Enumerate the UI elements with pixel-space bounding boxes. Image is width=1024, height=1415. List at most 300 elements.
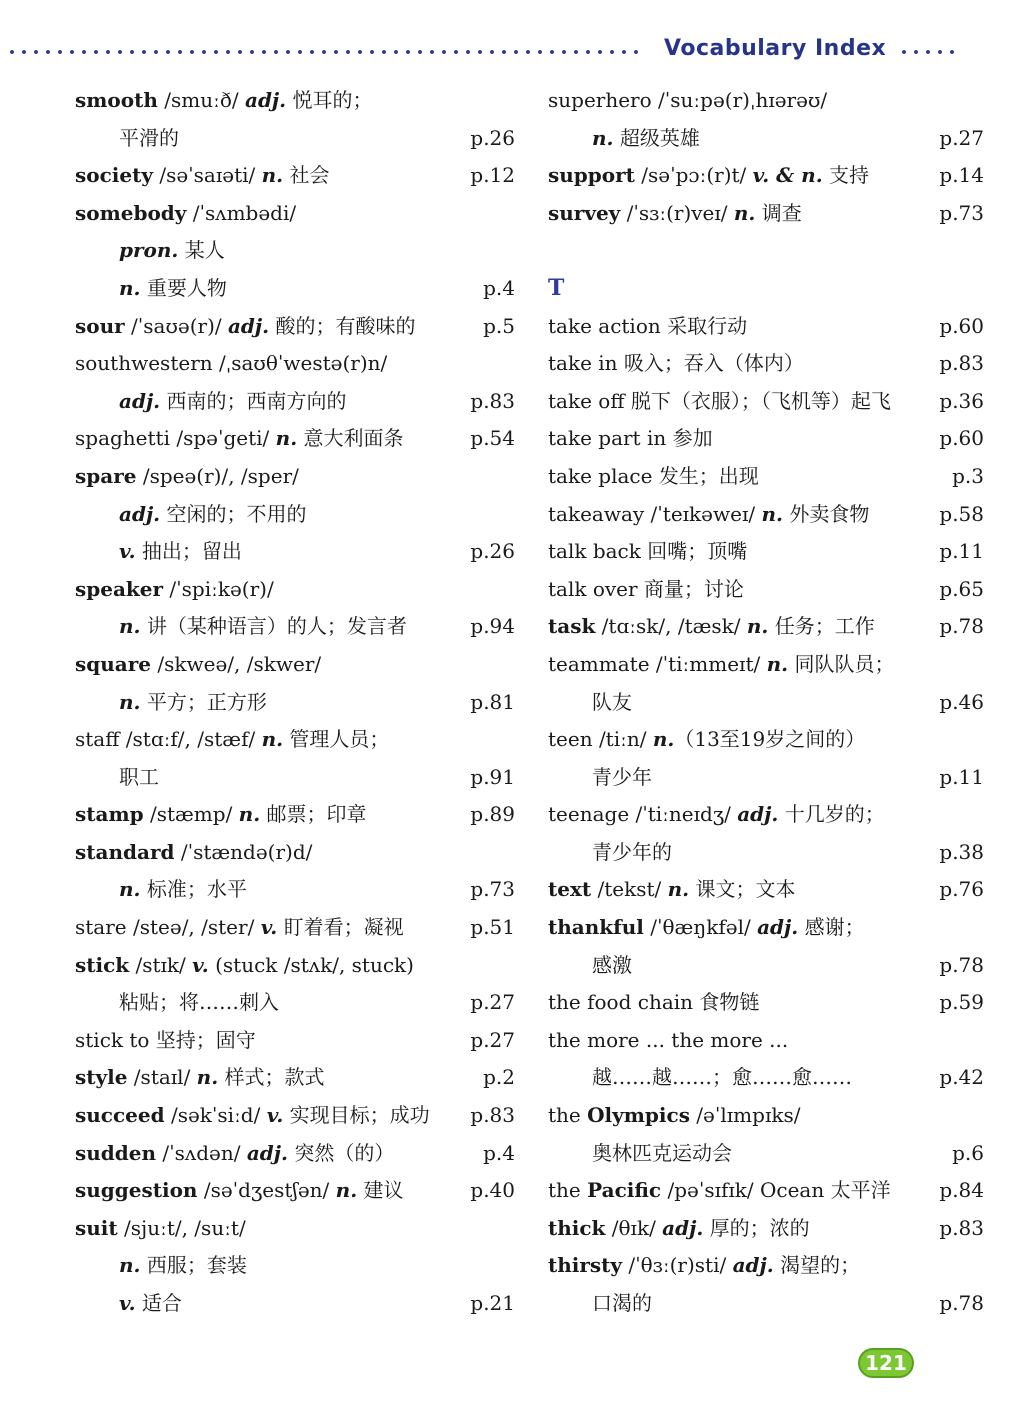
- entry-text: [119, 759, 159, 797]
- entry-run: /ˈsʌdən/: [156, 1140, 247, 1165]
- entry-text: [548, 345, 804, 383]
- entry-run: 标准；水平: [140, 877, 247, 902]
- entry-run: teammate /ˈtiːmmeɪt/: [548, 651, 767, 676]
- headword: suggestion: [75, 1178, 198, 1203]
- entry-text: [75, 646, 321, 684]
- entry-text: [548, 1172, 891, 1210]
- entry-line: [548, 533, 984, 571]
- header-title: Vocabulary Index: [664, 36, 887, 61]
- entry-run: 实现目标；成功: [283, 1103, 430, 1128]
- entry-line: [75, 1172, 515, 1210]
- entry-run: 重要人物: [140, 275, 227, 300]
- entry-run: /smuːð/: [157, 88, 245, 112]
- entry-run: 渴望的；: [773, 1253, 861, 1278]
- part-of-speech: adj.: [757, 915, 799, 940]
- entry-text: [119, 1247, 247, 1285]
- part-of-speech: adj.: [244, 88, 287, 112]
- page-reference: p.60: [939, 313, 984, 338]
- entry-text: [119, 383, 347, 421]
- entry-run: /ˈθɜː(r)sti/: [622, 1253, 733, 1278]
- entry-line: [548, 82, 984, 120]
- entry-run: 职工: [119, 764, 159, 789]
- entry-line: [75, 1285, 515, 1323]
- entry-text: [75, 458, 299, 496]
- part-of-speech: adj.: [119, 501, 161, 526]
- part-of-speech: v.: [119, 1291, 136, 1315]
- page-reference: p.40: [470, 1178, 515, 1203]
- entry-run: staff /stɑːf/, /stæf/: [75, 727, 262, 752]
- entry-run: 样式；款式: [218, 1065, 325, 1090]
- entry-run: 粘贴；将……刺入: [119, 990, 279, 1015]
- entry-run: 酸的；有酸味的: [269, 313, 416, 338]
- headword: standard: [75, 839, 175, 864]
- entry-line: [548, 721, 984, 759]
- entry-run: /səˈsaɪəti/: [152, 163, 262, 188]
- entry-line: [548, 984, 984, 1022]
- part-of-speech: n.: [119, 1253, 141, 1278]
- entry-line: [75, 1247, 515, 1285]
- entry-line: [75, 759, 515, 797]
- part-of-speech: n.: [119, 275, 141, 300]
- entry-run: /θɪk/: [605, 1215, 663, 1240]
- entry-line: [75, 984, 515, 1022]
- page-reference: p.4: [483, 275, 515, 300]
- headword: Olympics: [587, 1103, 690, 1128]
- part-of-speech: n.: [733, 200, 756, 225]
- entry-run: 西服；套装: [140, 1253, 247, 1278]
- entry-run: /stæmp/: [143, 802, 239, 827]
- page-reference: p.89: [470, 802, 515, 827]
- entry-line: [548, 646, 984, 684]
- page-reference: p.12: [470, 163, 515, 188]
- entry-line: [75, 796, 515, 834]
- entry-text: [75, 1022, 256, 1060]
- entry-line: [548, 157, 984, 195]
- entry-run: take off 脱下（衣服）；（飞机等）起飞: [548, 388, 891, 413]
- entry-line: [548, 458, 984, 496]
- headword: speaker: [75, 576, 164, 601]
- page-reference: p.73: [470, 877, 515, 902]
- headword: thick: [548, 1215, 606, 1240]
- part-of-speech: n.: [261, 163, 284, 188]
- entry-run: take place 发生；出现: [548, 463, 759, 488]
- entry-run: 感激: [592, 952, 632, 977]
- headword: spare: [75, 463, 137, 488]
- entry-text: [75, 1172, 404, 1210]
- entry-line: [75, 308, 515, 346]
- entry-text: [119, 684, 267, 722]
- headword: smooth: [75, 88, 158, 112]
- entry-run: 奥林匹克运动会: [592, 1140, 732, 1165]
- entry-text: [75, 947, 414, 985]
- entry-line: [75, 195, 515, 233]
- entry-run: 悦耳的；: [286, 88, 373, 112]
- entry-line: [75, 871, 515, 909]
- entry-line: [75, 345, 515, 383]
- page-reference: p.84: [939, 1178, 984, 1203]
- entry-run: 建议: [357, 1178, 404, 1203]
- page-reference: p.21: [470, 1291, 515, 1315]
- entry-line: [548, 383, 984, 421]
- entry-run: talk back 回嘴；顶嘴: [548, 539, 748, 564]
- entry-text: [548, 308, 747, 346]
- entry-text: [75, 721, 389, 759]
- entry-line: [75, 834, 515, 872]
- entry-text: [75, 82, 373, 120]
- entry-text: [75, 157, 330, 195]
- entry-run: 口渴的: [592, 1291, 652, 1315]
- entry-text: [75, 571, 274, 609]
- entry-text: [548, 1247, 860, 1285]
- page-reference: p.73: [939, 200, 984, 225]
- entry-run: /əˈlɪmpɪks/: [689, 1103, 801, 1128]
- entry-run: 感谢；: [798, 915, 865, 940]
- entry-run: 意大利面条: [297, 426, 404, 451]
- page-reference: p.5: [483, 313, 515, 338]
- entry-line: [75, 646, 515, 684]
- header-dots-right: [898, 50, 954, 54]
- headword: Pacific: [587, 1178, 662, 1203]
- entry-run: 抽出；留出: [135, 539, 242, 564]
- entry-text: [548, 984, 759, 1022]
- entry-run: /ˈsʌmbədi/: [186, 200, 297, 225]
- entry-text: [548, 1210, 810, 1248]
- entry-text: [75, 1097, 430, 1135]
- page-reference: p.11: [939, 764, 984, 789]
- page-reference: p.6: [952, 1140, 984, 1165]
- entry-text: [592, 947, 632, 985]
- headword: thankful: [548, 915, 644, 940]
- entry-text: [548, 383, 891, 421]
- entry-run: 讲（某种语言）的人；发言者: [140, 614, 407, 639]
- part-of-speech: n.: [766, 651, 789, 676]
- part-of-speech: v.: [192, 952, 209, 977]
- page-header: [0, 36, 1024, 68]
- entry-run: superhero /ˈsuːpə(r)ˌhɪərəʊ/: [548, 88, 828, 112]
- page-reference: p.83: [939, 351, 984, 376]
- entry-text: [119, 232, 225, 270]
- entry-text: [75, 195, 296, 233]
- right-column: [548, 82, 984, 1323]
- entry-run: 某人: [178, 238, 225, 263]
- entry-text: [548, 1022, 788, 1060]
- page-reference: p.59: [939, 990, 984, 1015]
- entry-text: [119, 608, 407, 646]
- page-reference: p.3: [952, 463, 984, 488]
- entry-line: [75, 232, 515, 270]
- headword: survey: [548, 200, 621, 225]
- entry-run: the: [548, 1178, 588, 1203]
- entry-run: 同队队员；: [788, 651, 895, 676]
- entry-run: 课文；文本: [689, 877, 796, 902]
- entry-text: [548, 496, 869, 534]
- entry-text: [548, 571, 744, 609]
- header-dots-left: [6, 50, 646, 54]
- entry-run: 平滑的: [119, 125, 179, 150]
- page-reference: p.58: [939, 501, 984, 526]
- entry-run: the more ... the more ...: [548, 1027, 789, 1052]
- entry-text: [75, 345, 387, 383]
- entry-line: [75, 1210, 515, 1248]
- entry-run: teenage /ˈtiːneɪdʒ/: [548, 802, 738, 827]
- entry-run: stare /steə/, /ster/: [75, 915, 261, 940]
- page-reference: p.94: [470, 614, 515, 639]
- entry-run: (stuck /stʌk/, stuck): [208, 952, 414, 977]
- page-number-badge: 121: [858, 1348, 914, 1378]
- entry-text: [548, 721, 865, 759]
- page-reference: p.38: [939, 839, 984, 864]
- entry-text: [75, 909, 404, 947]
- part-of-speech: adj.: [737, 802, 779, 827]
- entry-line: [548, 571, 984, 609]
- entry-text: [119, 120, 179, 158]
- entry-line: [548, 1059, 984, 1097]
- entry-text: [75, 420, 404, 458]
- part-of-speech: n.: [592, 125, 614, 150]
- entry-line: [548, 345, 984, 383]
- page-reference: p.91: [470, 764, 515, 789]
- entry-text: [548, 646, 894, 684]
- entry-text: [119, 871, 247, 909]
- entry-text: [548, 909, 865, 947]
- entry-text: [592, 1285, 652, 1323]
- entry-run: teen /tiːn/: [548, 727, 653, 752]
- entry-text: [548, 796, 885, 834]
- entry-line: [548, 796, 984, 834]
- page-reference: p.60: [939, 426, 984, 451]
- page-reference: p.78: [939, 1291, 984, 1315]
- entry-text: [592, 684, 632, 722]
- entry-line: [548, 1210, 984, 1248]
- page-reference: p.83: [470, 1103, 515, 1128]
- entry-text: [548, 458, 759, 496]
- page-reference: p.27: [470, 990, 515, 1015]
- headword: text: [548, 877, 592, 902]
- part-of-speech: adj.: [246, 1140, 288, 1165]
- entry-line: [548, 1022, 984, 1060]
- part-of-speech: adj.: [119, 388, 161, 413]
- entry-line: [75, 947, 515, 985]
- page-reference: p.26: [470, 125, 515, 150]
- page-reference: p.76: [939, 877, 984, 902]
- entry-text: [548, 1097, 800, 1135]
- entry-line: [548, 1097, 984, 1135]
- headword: square: [75, 651, 152, 676]
- part-of-speech: pron.: [119, 238, 179, 263]
- entry-line: [548, 759, 984, 797]
- entry-text: [75, 834, 312, 872]
- page-reference: p.46: [939, 689, 984, 714]
- part-of-speech: adj.: [732, 1253, 774, 1278]
- part-of-speech: n.: [119, 689, 141, 714]
- entry-line: [75, 684, 515, 722]
- headword: sour: [75, 313, 125, 338]
- left-column: [75, 82, 515, 1323]
- entry-text: [75, 1210, 246, 1248]
- page-reference: p.81: [470, 689, 515, 714]
- entry-run: spaghetti /spəˈgeti/: [75, 426, 276, 451]
- entry-run: 平方；正方形: [140, 689, 267, 714]
- entry-run: （13至19岁之间的）: [674, 727, 866, 752]
- entry-run: 管理人员；: [283, 727, 390, 752]
- page-reference: p.78: [939, 952, 984, 977]
- entry-line: [75, 1059, 515, 1097]
- entry-run: /səˈpɔː(r)t/: [634, 163, 753, 188]
- part-of-speech: n.: [667, 877, 690, 902]
- page-reference: p.26: [470, 539, 515, 564]
- entry-line: [548, 420, 984, 458]
- entry-text: [592, 759, 652, 797]
- entry-line: [75, 383, 515, 421]
- entry-run: take part in 参加: [548, 426, 713, 451]
- entry-line: [75, 1022, 515, 1060]
- part-of-speech: n.: [119, 877, 141, 902]
- entry-line: [548, 120, 984, 158]
- entry-line: [75, 1135, 515, 1173]
- entry-run: 盯着看；凝视: [277, 915, 404, 940]
- entry-run: 空闲的；不用的: [160, 501, 307, 526]
- entry-run: /ˈsɜː(r)veɪ/: [620, 200, 734, 225]
- entry-run: 社会: [283, 163, 330, 188]
- entry-text: [548, 533, 747, 571]
- part-of-speech: adj.: [227, 313, 270, 338]
- entry-run: 十几岁的；: [778, 802, 885, 827]
- entry-run: 支持: [822, 163, 870, 188]
- entry-text: [548, 82, 827, 120]
- entry-text: [119, 1285, 182, 1323]
- entry-run: 任务；工作: [768, 614, 875, 639]
- part-of-speech: n.: [335, 1178, 358, 1203]
- entry-line: [548, 684, 984, 722]
- entry-run: 西南的；西南方向的: [160, 388, 347, 413]
- entry-run: /səˈdʒestʃən/: [197, 1178, 336, 1203]
- entry-line: [548, 1135, 984, 1173]
- entry-line: [75, 420, 515, 458]
- page-reference: p.42: [939, 1065, 984, 1090]
- entry-line: [75, 82, 515, 120]
- entry-run: /stɪk/: [129, 952, 193, 977]
- page-reference: p.4: [483, 1140, 515, 1165]
- page-reference: p.83: [470, 388, 515, 413]
- page-reference: p.51: [470, 915, 515, 940]
- part-of-speech: v.: [119, 539, 136, 564]
- entry-run: /tekst/: [591, 877, 668, 902]
- entry-line: [548, 308, 984, 346]
- part-of-speech: n.: [652, 727, 675, 752]
- part-of-speech: n.: [275, 426, 298, 451]
- headword: suit: [75, 1215, 118, 1240]
- page-reference: p.27: [939, 125, 984, 150]
- entry-text: [75, 1059, 325, 1097]
- entry-line: [548, 909, 984, 947]
- entry-run: /ˈstændə(r)d/: [174, 839, 313, 864]
- page-reference: p.78: [939, 614, 984, 639]
- entry-line: [75, 496, 515, 534]
- part-of-speech: n.: [746, 614, 769, 639]
- entry-run: /səkˈsiːd/: [164, 1103, 267, 1128]
- entry-run: /tɑːsk/, /tæsk/: [595, 614, 747, 639]
- part-of-speech: v.: [260, 915, 278, 940]
- entry-run: 超级英雄: [613, 125, 700, 150]
- part-of-speech: v. & n.: [752, 163, 823, 188]
- page-reference: p.36: [939, 388, 984, 413]
- entry-run: /staɪl/: [127, 1065, 197, 1090]
- entry-run: /pəˈsɪfɪk/ Ocean 太平洋: [661, 1178, 891, 1203]
- entry-line: [548, 1247, 984, 1285]
- entry-line: [548, 871, 984, 909]
- entry-line: [75, 458, 515, 496]
- page-reference: p.14: [939, 163, 984, 188]
- part-of-speech: adj.: [662, 1215, 704, 1240]
- entry-run: southwestern /ˌsaʊθˈwestə(r)n/: [75, 351, 388, 376]
- part-of-speech: n.: [196, 1065, 219, 1090]
- entry-text: [548, 871, 795, 909]
- entry-line: [548, 947, 984, 985]
- entry-run: 队友: [592, 689, 632, 714]
- entry-line: [548, 608, 984, 646]
- entry-run: 厚的；浓的: [703, 1215, 810, 1240]
- entry-run: /ˈsaʊə(r)/: [124, 313, 228, 338]
- entry-text: [548, 195, 802, 233]
- part-of-speech: n.: [261, 727, 284, 752]
- entry-text: [592, 120, 700, 158]
- entry-text: [548, 420, 713, 458]
- entry-run: 青少年的: [592, 839, 672, 864]
- entry-text: [548, 157, 869, 195]
- entry-run: 青少年: [592, 764, 652, 789]
- entry-run: /ˈθæŋkfəl/: [643, 915, 758, 940]
- entry-run: take in 吸入；吞入（体内）: [548, 351, 804, 376]
- entry-line: [75, 909, 515, 947]
- entry-run: take action 采取行动: [548, 313, 748, 338]
- entry-run: /skweə/, /skwer/: [151, 651, 322, 676]
- headword: style: [75, 1065, 128, 1090]
- part-of-speech: v.: [266, 1103, 284, 1128]
- entry-text: [75, 1135, 394, 1173]
- page-reference: p.65: [939, 576, 984, 601]
- page-reference: p.11: [939, 539, 984, 564]
- page-reference: p.54: [470, 426, 515, 451]
- headword: somebody: [75, 200, 187, 225]
- page-reference: p.83: [939, 1215, 984, 1240]
- entry-text: [75, 308, 415, 346]
- entry-run: talk over 商量；讨论: [548, 576, 744, 601]
- entry-line: [548, 270, 984, 308]
- entry-run: /ˈspiːkə(r)/: [163, 576, 274, 601]
- part-of-speech: n.: [119, 614, 141, 639]
- entry-run: 适合: [135, 1291, 182, 1315]
- entry-line: [75, 270, 515, 308]
- entry-text: [592, 1135, 732, 1173]
- entry-line: [548, 496, 984, 534]
- section-letter: T: [548, 274, 565, 301]
- entry-text: [119, 270, 227, 308]
- entry-line: [75, 157, 515, 195]
- entry-run: stick to 坚持；固守: [75, 1027, 256, 1052]
- part-of-speech: n.: [761, 501, 783, 526]
- entry-text: [119, 496, 307, 534]
- entry-line: [75, 721, 515, 759]
- entry-run: 外卖食物: [782, 501, 870, 526]
- headword: stick: [75, 952, 130, 977]
- entry-run: takeaway /ˈteɪkəweɪ/: [548, 501, 762, 526]
- entry-text: [75, 796, 367, 834]
- headword: stamp: [75, 802, 144, 827]
- entry-text: [548, 608, 875, 646]
- entry-run: /sjuːt/, /suːt/: [117, 1215, 246, 1240]
- entry-line: [548, 195, 984, 233]
- entry-text: [592, 1059, 852, 1097]
